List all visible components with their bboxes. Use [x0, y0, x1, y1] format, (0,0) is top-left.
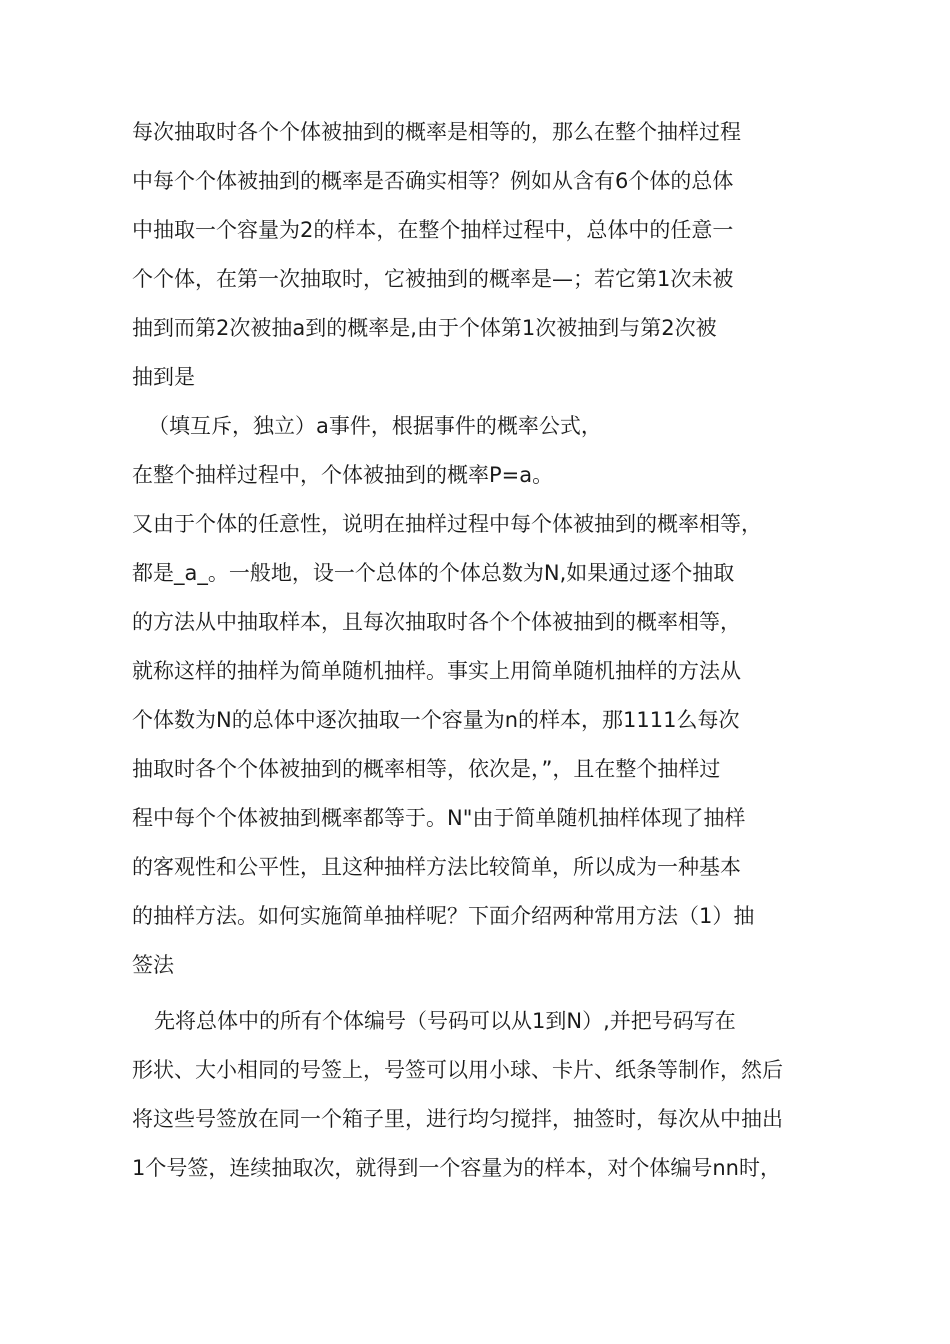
text-line: 中每个个体被抽到的概率是否确实相等？例如从含有6个体的总体: [132, 169, 734, 193]
text-line: 先将总体中的所有个体编号（号码可以从1到N）,并把号码写在: [154, 1009, 736, 1033]
text-line: 个个体，在第一次抽取时，它被抽到的概率是—；若它第1次未被: [132, 267, 734, 291]
text-line: 的客观性和公平性，且这种抽样方法比较简单，所以成为一种基本: [132, 855, 741, 879]
text-line: 形状、大小相同的号签上，号签可以用小球、卡片、纸条等制作，然后: [132, 1058, 783, 1082]
text-line: 又由于个体的任意性，说明在抽样过程中每个体被抽到的概率相等，: [132, 512, 762, 536]
text-line: 抽到是: [132, 365, 195, 389]
text-line: 程中每个个体被抽到概率都等于。N"由于简单随机抽样体现了抽样: [132, 806, 746, 830]
text-line: 的抽样方法。如何实施简单抽样呢？下面介绍两种常用方法（1）抽: [132, 904, 755, 928]
text-line: 每次抽取时各个个体被抽到的概率是相等的，那么在整个抽样过程: [132, 120, 741, 144]
text-line: 中抽取一个容量为2的样本，在整个抽样过程中，总体中的任意一: [132, 218, 734, 242]
text-line: 都是_a_。一般地，设一个总体的个体总数为N,如果通过逐个抽取: [132, 561, 735, 585]
text-line: 签法: [132, 953, 174, 977]
text-line: 的方法从中抽取样本，且每次抽取时各个个体被抽到的概率相等，: [132, 610, 741, 634]
text-line: 就称这样的抽样为简单随机抽样。事实上用简单随机抽样的方法从: [132, 659, 741, 683]
text-line: 1个号签，连续抽取次，就得到一个容量为的样本，对个体编号nn时，: [132, 1156, 781, 1180]
text-line: 个体数为N的总体中逐次抽取一个容量为n的样本，那1111么每次: [132, 708, 740, 732]
text-line: 抽到而第2次被抽a到的概率是,由于个体第1次被抽到与第2次被: [132, 316, 717, 340]
text-line: 将这些号签放在同一个箱子里，进行均匀搅拌，抽签时，每次从中抽出: [132, 1107, 783, 1131]
text-line: 抽取时各个个体被抽到的概率相等，依次是，”，且在整个抽样过: [132, 757, 721, 781]
text-line: （填互斥，独立）a事件，根据事件的概率公式，: [148, 414, 602, 438]
text-line: 在整个抽样过程中，个体被抽到的概率P=a。: [132, 463, 554, 487]
